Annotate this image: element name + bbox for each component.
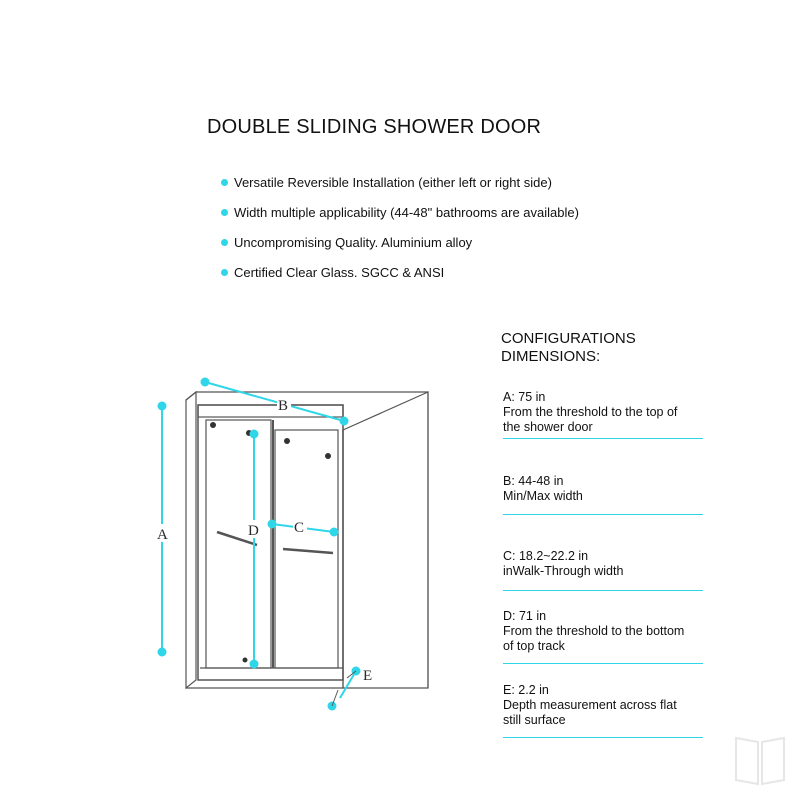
dim-d-end	[251, 661, 258, 668]
dim-b-line	[205, 382, 344, 421]
config-item-line: the shower door	[503, 420, 593, 434]
dim-e-label: E	[363, 668, 373, 684]
feature-text: Versatile Reversible Installation (either left or right side)	[234, 175, 552, 190]
dim-c-end	[331, 529, 338, 536]
right-handle	[283, 549, 333, 553]
divider-rule	[503, 514, 703, 515]
dim-a-end	[159, 649, 166, 656]
config-item-line: From the threshold to the bottom	[503, 624, 685, 638]
config-item-a	[503, 390, 703, 435]
divider-rule	[503, 663, 703, 664]
roller	[284, 438, 290, 444]
left-wall	[186, 392, 196, 688]
config-item-line: Depth measurement across flat	[503, 698, 677, 712]
config-item-line: still surface	[503, 713, 566, 727]
dim-b-end	[341, 418, 348, 425]
watermark-book-icon	[730, 728, 790, 788]
config-item-head: D: 71 in	[503, 609, 547, 623]
roller	[325, 453, 331, 459]
config-item-line: of top track	[503, 639, 565, 653]
config-item-line: From the threshold to the top of	[503, 405, 678, 419]
dim-c-start	[269, 521, 276, 528]
config-item-line: Min/Max width	[503, 489, 583, 503]
dim-c-label: C	[294, 520, 305, 536]
dim-a-label: A	[157, 527, 168, 543]
config-item-b	[503, 474, 703, 504]
config-item-head: E: 2.2 in	[503, 683, 549, 697]
left-glass-panel	[206, 420, 271, 668]
roller	[210, 422, 216, 428]
feature-text: Uncompromising Quality. Aluminium alloy	[234, 235, 473, 250]
dim-b-label: B	[278, 398, 289, 414]
right-wall	[343, 392, 428, 688]
dim-d-start	[251, 431, 258, 438]
page-title: DOUBLE SLIDING SHOWER DOOR	[207, 116, 542, 138]
config-item-head: B: 44-48 in	[503, 474, 564, 488]
feature-text: Width multiple applicability (44-48" bathrooms are available)	[234, 205, 579, 220]
dim-d-label: D	[248, 523, 259, 539]
back-wall	[196, 392, 428, 688]
divider-rule	[503, 438, 703, 439]
config-item-head: C: 18.2~22.2 in	[503, 549, 589, 563]
dim-a-start	[159, 403, 166, 410]
config-title-line1: CONFIGURATIONS	[501, 330, 636, 347]
config-item-head: A: 75 in	[503, 390, 546, 404]
config-item-d	[503, 609, 703, 654]
top-wall-edge	[186, 392, 196, 400]
drain	[243, 658, 248, 663]
divider-rule	[503, 737, 703, 738]
divider-rule	[503, 590, 703, 591]
config-title-line2: DIMENSIONS:	[501, 348, 601, 365]
config-item-e	[503, 683, 703, 728]
feature-text: Certified Clear Glass. SGCC & ANSI	[234, 265, 445, 280]
dim-b-start	[202, 379, 209, 386]
config-title	[501, 330, 636, 366]
config-item-line: inWalk-Through width	[503, 564, 624, 578]
config-item-c	[503, 549, 703, 579]
